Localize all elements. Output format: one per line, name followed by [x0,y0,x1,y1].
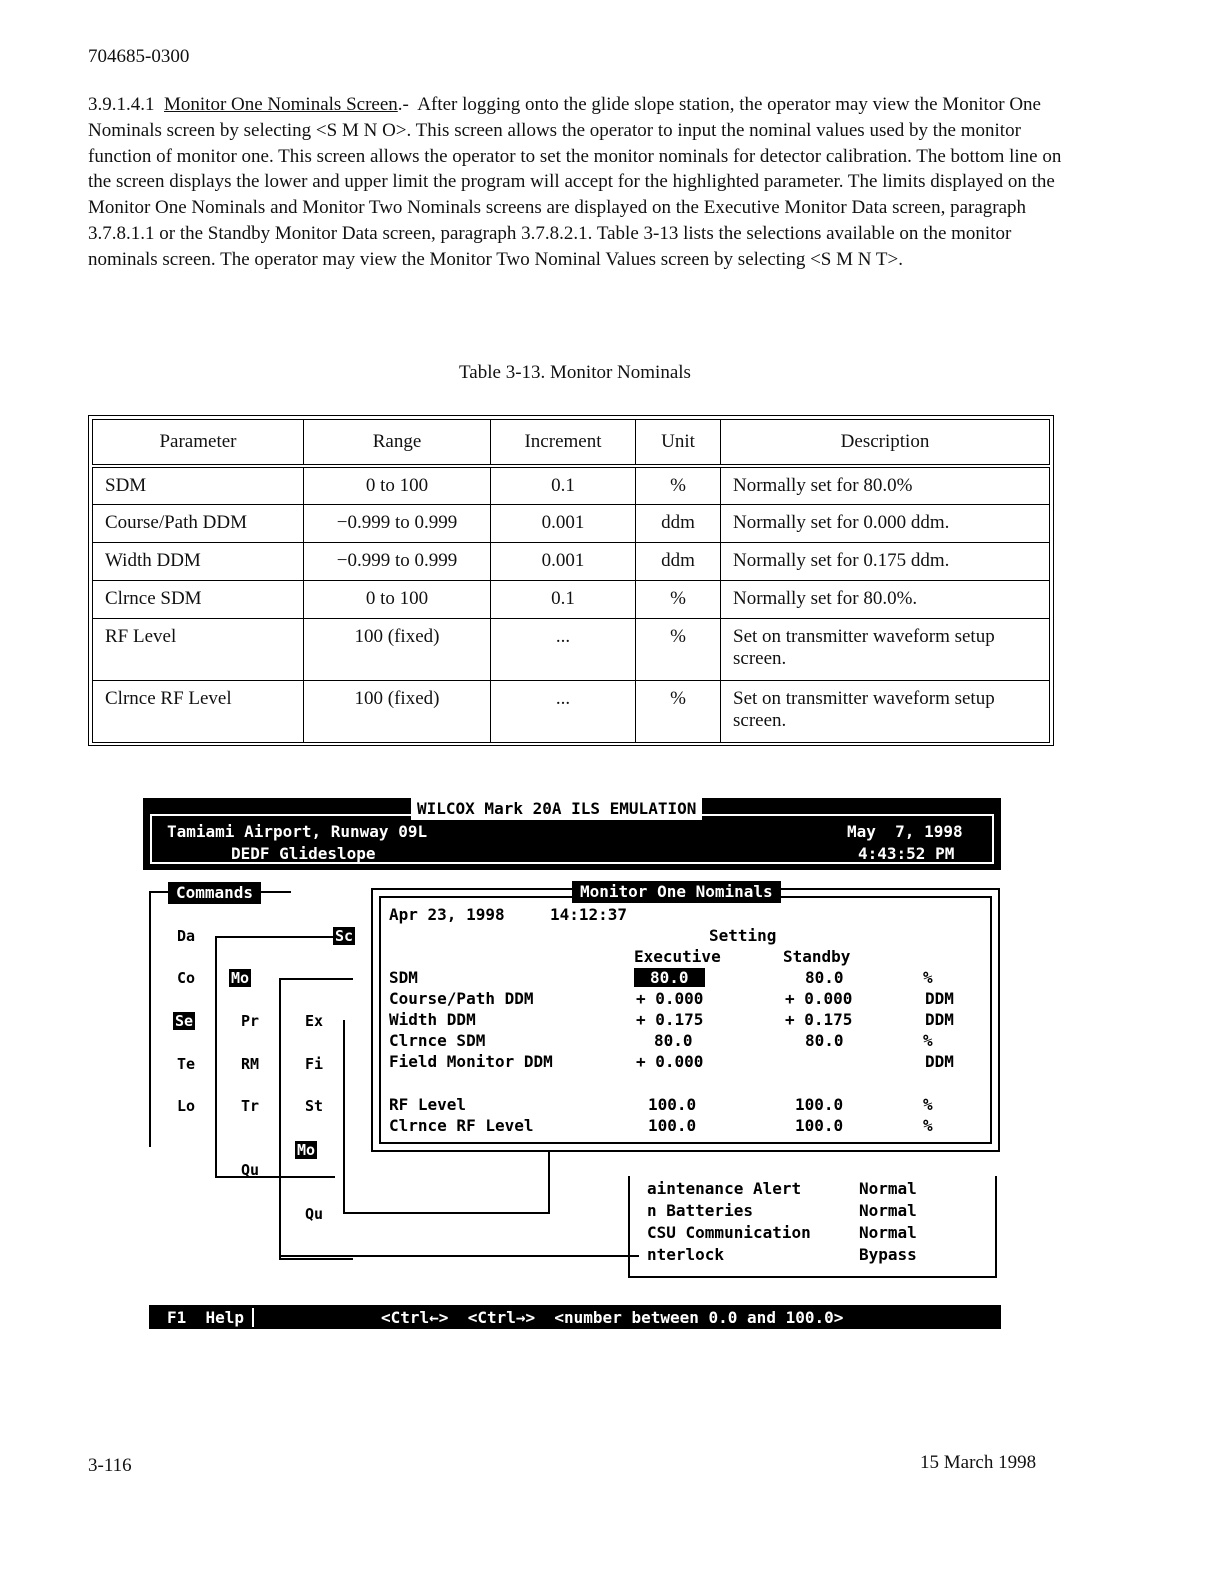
standby-label: Standby [783,947,851,966]
cell-unit: % [636,618,721,680]
help-key[interactable]: F1 Help [167,1308,254,1327]
cell-increment: ... [491,680,636,742]
cell-parameter: SDM [93,466,304,504]
unit-rf-level: % [923,1095,933,1114]
cell-parameter: Clrnce SDM [93,580,304,618]
page-number: 3-116 [88,1455,132,1476]
section-body: After logging onto the glide slope station, the operator may view the Monitor One Nominals screen by selecting <S M N O>. This screen allows the operator to input the nominal values used by the monitor function of monitor one. This screen allows the operator to set the monitor nominals for detector calibration. The bottom line on the screen displays the lower and upper limit the program will accept for the highlighted parameter. The limits displayed on the Monitor One Nominals and Monitor Two Nominals screens are displayed on the Executive Monitor Data screen, paragraph 3.7.8.1.1 or the Standby Monitor Data screen, paragraph 3.7.8.2.1. Table 3-13 lists the selections available on the monitor nominals screen. The operator may view the Monitor Two Nominal Values screen by selecting <S M N T>. [88,94,1062,270]
unit-course: DDM [925,989,954,1008]
menu-item-pr[interactable]: Pr [241,1012,260,1030]
cell-unit: % [636,580,721,618]
section-title: Monitor One Nominals Screen [164,94,398,115]
menu-item-log[interactable]: Lo [177,1097,196,1115]
cell-parameter: Width DDM [93,542,304,580]
menu-item-rm[interactable]: RM [241,1055,260,1073]
header-bar [143,798,1001,870]
menu-item-tr[interactable]: Tr [241,1097,260,1115]
monitor-time: 14:12:37 [550,905,628,924]
row-name-clrnce-sdm: Clrnce SDM [389,1031,486,1050]
cell-increment: ... [491,618,636,680]
monitor-date: Apr 23, 1998 [389,905,505,924]
table-header-row [93,420,1050,467]
exec-clrnce-sdm-field[interactable]: 80.0 [654,1031,693,1050]
cell-increment: 0.1 [491,466,636,504]
menu-item-commands[interactable]: Co [177,969,196,987]
menu-item-standby[interactable]: St [305,1097,324,1115]
table-row [93,504,1050,542]
bottom-status-bar [149,1305,1001,1329]
menu-item-setup[interactable]: Se [175,1012,194,1030]
status-value: Normal [859,1223,917,1242]
unit-sdm: % [923,968,933,987]
standby-sdm-field[interactable]: 80.0 [805,968,844,987]
exec-field-monitor-field[interactable]: + 0.000 [636,1052,704,1071]
row-name-sdm: SDM [389,968,418,987]
executive-label: Executive [634,947,721,966]
page-date: 15 March 1998 [920,1452,1037,1473]
exec-sdm-field[interactable]: 80.0 [634,968,705,987]
menu-item-field[interactable]: Fi [305,1055,324,1073]
cell-range: 0 to 100 [304,580,491,618]
status-value: Normal [859,1179,917,1198]
monitor-window-title: Monitor One Nominals [572,881,781,903]
header-increment: Increment [491,420,636,467]
standby-width-field[interactable]: + 0.175 [785,1010,853,1029]
menu-item-data[interactable]: Da [177,927,196,945]
table-row [93,542,1050,580]
setting-label: Setting [709,926,777,945]
cell-range: 100 (fixed) [304,618,491,680]
station-name: Tamiami Airport, Runway 09L [167,822,428,841]
input-hint: <Ctrl←> <Ctrl→> <number between 0.0 and 100.0> [381,1308,844,1327]
row-name-clrnce-rf: Clrnce RF Level [389,1116,534,1135]
row-name-course: Course/Path DDM [389,989,534,1008]
unit-clrnce-sdm: % [923,1031,933,1050]
status-label: CSU Communication [647,1223,811,1242]
menu-item-sc[interactable]: Sc [335,927,354,945]
header-range: Range [304,420,491,467]
exec-width-field[interactable]: + 0.175 [636,1010,704,1029]
submenu-line-bottom [279,1255,639,1257]
cell-parameter: Clrnce RF Level [93,680,304,742]
menu-item-mo-2[interactable]: Mo [297,1141,316,1159]
cell-unit: % [636,680,721,742]
row-name-field-monitor: Field Monitor DDM [389,1052,553,1071]
cell-range: −0.999 to 0.999 [304,542,491,580]
terminal-screen [143,795,1001,1331]
unit-field-monitor: DDM [925,1052,954,1071]
header-description: Description [721,420,1050,467]
menu-item-executive[interactable]: Ex [305,1012,324,1030]
unit-width: DDM [925,1010,954,1029]
header-time: 4:43:52 PM [858,844,955,863]
row-name-width: Width DDM [389,1010,476,1029]
cell-increment: 0.1 [491,580,636,618]
commands-title: Commands [168,882,261,904]
menu-item-quit-2[interactable]: Qu [305,1205,324,1223]
monitor-nominals-table [88,415,1054,746]
status-label: aintenance Alert [647,1179,802,1198]
exec-rf-level: 100.0 [648,1095,697,1114]
status-value: Normal [859,1201,917,1220]
table-row [93,580,1050,618]
exec-course-field[interactable]: + 0.000 [636,989,704,1008]
standby-course-field[interactable]: + 0.000 [785,989,853,1008]
cell-unit: ddm [636,542,721,580]
cell-description: Normally set for 80.0% [721,466,1050,504]
cell-range: −0.999 to 0.999 [304,504,491,542]
standby-rf-level: 100.0 [795,1095,844,1114]
section-number: 3.9.1.4.1 [88,94,155,115]
exec-clrnce-rf: 100.0 [648,1116,697,1135]
cell-parameter: RF Level [93,618,304,680]
cell-description: Set on transmitter waveform setup screen. [721,680,1050,742]
status-label: nterlock [647,1245,725,1264]
table-caption: Table 3-13. Monitor Nominals [459,362,691,383]
standby-clrnce-sdm-field[interactable]: 80.0 [805,1031,844,1050]
row-name-rf-level: RF Level [389,1095,467,1114]
system-name: DEDF Glideslope [231,844,376,863]
header-date: May 7, 1998 [847,822,963,841]
cell-unit: ddm [636,504,721,542]
table-row [93,618,1050,680]
cell-range: 0 to 100 [304,466,491,504]
section-title-suffix: .- [397,94,409,115]
cell-description: Normally set for 80.0%. [721,580,1050,618]
unit-clrnce-rf: % [923,1116,933,1135]
header-parameter: Parameter [93,420,304,467]
cell-description: Normally set for 0.000 ddm. [721,504,1050,542]
status-label: n Batteries [647,1201,753,1220]
menu-item-monitor[interactable]: Mo [231,969,250,987]
table-row [93,680,1050,742]
document-number: 704685-0300 [88,46,190,67]
cell-range: 100 (fixed) [304,680,491,742]
standby-clrnce-rf: 100.0 [795,1116,844,1135]
cell-unit: % [636,466,721,504]
cell-increment: 0.001 [491,504,636,542]
cell-increment: 0.001 [491,542,636,580]
cell-description: Set on transmitter waveform setup screen. [721,618,1050,680]
header-unit: Unit [636,420,721,467]
menu-item-test[interactable]: Te [177,1055,196,1073]
menu-item-quit-1[interactable]: Qu [241,1161,260,1179]
table-row [93,466,1050,504]
emulation-title: WILCOX Mark 20A ILS EMULATION [411,798,702,820]
cell-parameter: Course/Path DDM [93,504,304,542]
section-paragraph [88,92,1068,273]
status-value: Bypass [859,1245,917,1264]
cell-description: Normally set for 0.175 ddm. [721,542,1050,580]
